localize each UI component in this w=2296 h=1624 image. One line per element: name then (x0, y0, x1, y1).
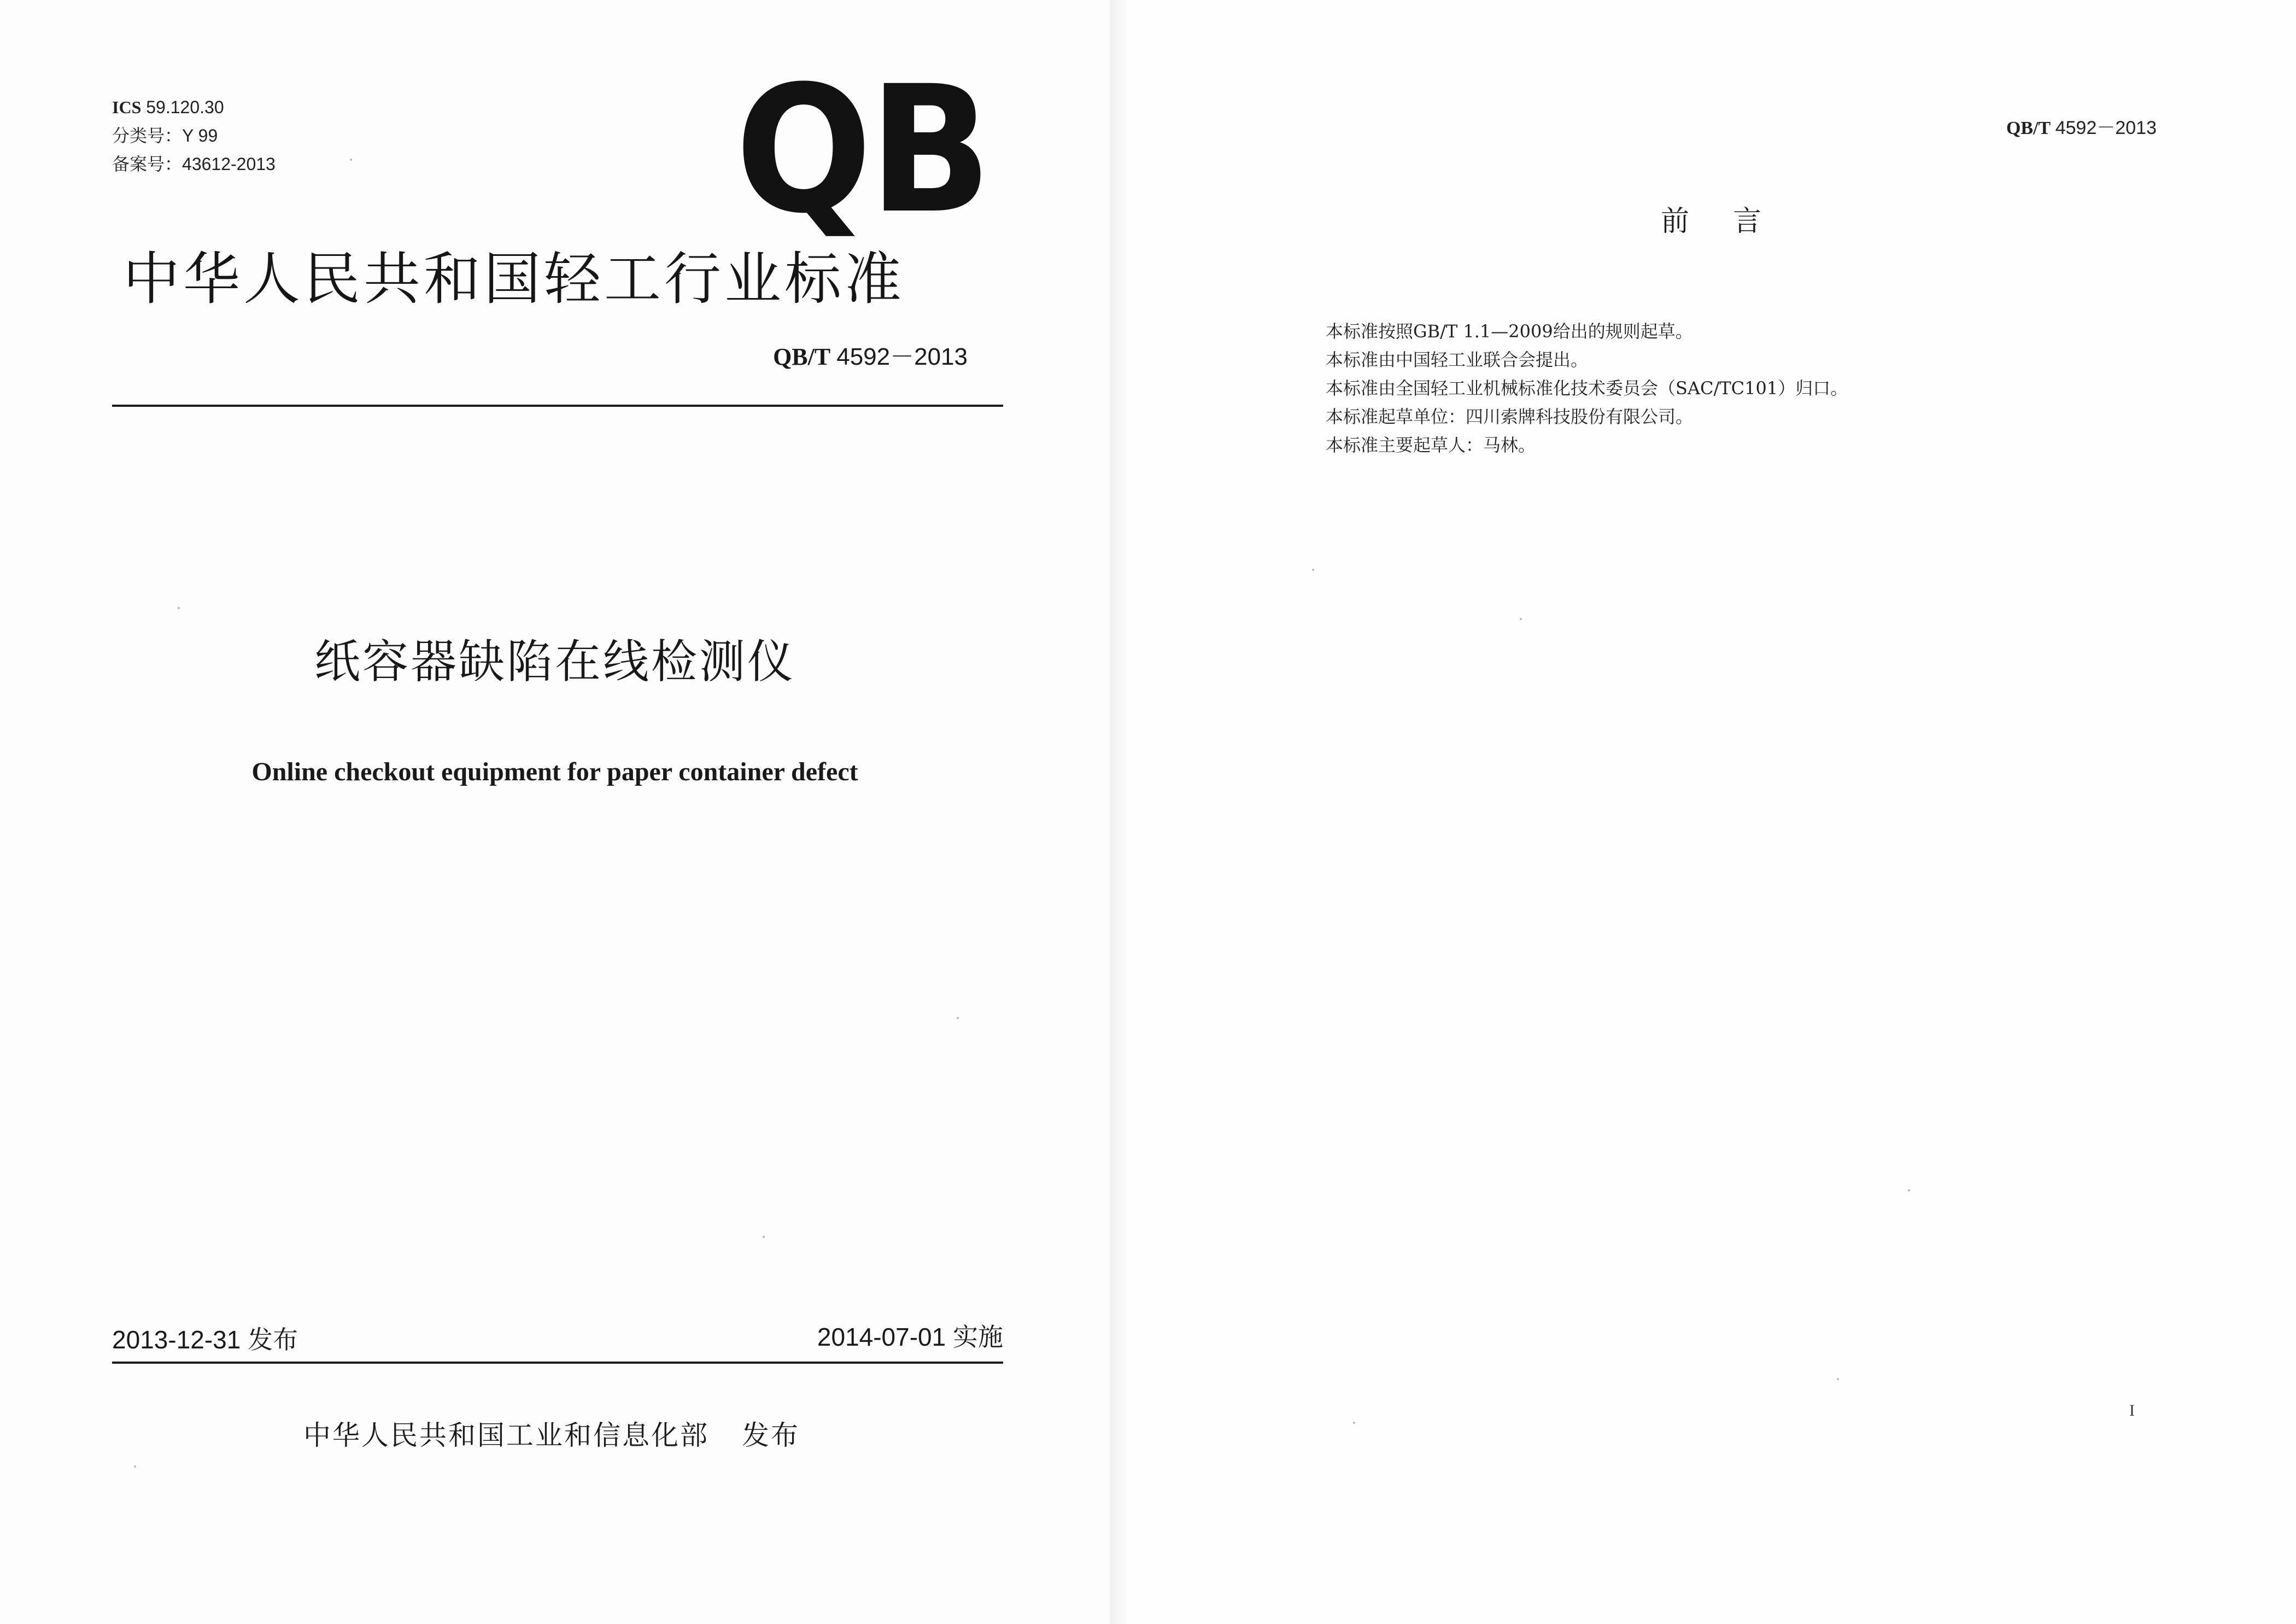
scan-speck (350, 159, 352, 161)
cover-page (0, 0, 1110, 1624)
qb-logo: QB (735, 49, 989, 252)
record-value: 43612-2013 (182, 154, 276, 174)
header-code-number: 4592－2013 (2055, 118, 2157, 138)
industry-standard-title: 中华人民共和国轻工行业标准 (123, 246, 905, 312)
standard-code-prefix: QB/T (773, 343, 831, 370)
scan-speck (957, 1017, 959, 1019)
cover-top-divider (112, 405, 1003, 407)
foreword-paragraph: 本标准按照GB/T 1.1—2009给出的规则起草。 (1326, 321, 1693, 342)
page-header-standard-code (2006, 116, 2157, 141)
ics-label: ICS (112, 97, 142, 117)
cover-metadata (112, 93, 276, 178)
issuing-authority-name: 中华人民共和国工业和信息化部 (303, 1419, 709, 1451)
issue-date: 2013-12-31 发布 (112, 1325, 298, 1354)
record-label: 备案号： (112, 154, 183, 174)
classification-line (112, 121, 276, 150)
cover-bottom-divider (112, 1362, 1003, 1364)
scan-speck (1520, 618, 1522, 620)
scan-speck (1312, 569, 1314, 571)
scan-speck (178, 607, 180, 609)
foreword-paragraph: 本标准主要起草人：马林。 (1326, 435, 1536, 455)
foreword-body (1326, 317, 1848, 459)
foreword-paragraph: 本标准由中国轻工业联合会提出。 (1326, 349, 1589, 370)
foreword-paragraph: 本标准由全国轻工业机械标准化技术委员会（SAC/TC101）归口。 (1326, 378, 1848, 399)
foreword-heading: 前言 (1660, 205, 1805, 238)
standard-code (773, 342, 968, 372)
header-code-prefix: QB/T (2006, 118, 2051, 138)
scan-speck (134, 1465, 136, 1468)
scan-speck (763, 1236, 765, 1238)
foreword-paragraph: 本标准起草单位：四川索牌科技股份有限公司。 (1326, 406, 1694, 427)
issuing-authority (303, 1416, 800, 1454)
record-line (112, 150, 276, 178)
scan-speck (1908, 1189, 1910, 1191)
classification-label: 分类号： (112, 126, 183, 145)
ics-line (112, 93, 276, 121)
document-title-en: Online checkout equipment for paper container defect (251, 757, 858, 786)
foreword-page (1126, 0, 2296, 1624)
classification-value: Y 99 (182, 126, 218, 145)
document-title-cn: 纸容器缺陷在线检测仪 (314, 635, 795, 688)
standard-code-number: 4592－2013 (836, 343, 968, 370)
issuing-authority-action: 发布 (742, 1419, 800, 1451)
implementation-date: 2014-07-01 实施 (817, 1323, 1003, 1351)
ics-value: 59.120.30 (146, 97, 224, 117)
scan-speck (1837, 1378, 1839, 1380)
scan-speck (1353, 1422, 1355, 1424)
page-number: I (2129, 1401, 2135, 1419)
page-gutter (1110, 0, 1126, 1624)
